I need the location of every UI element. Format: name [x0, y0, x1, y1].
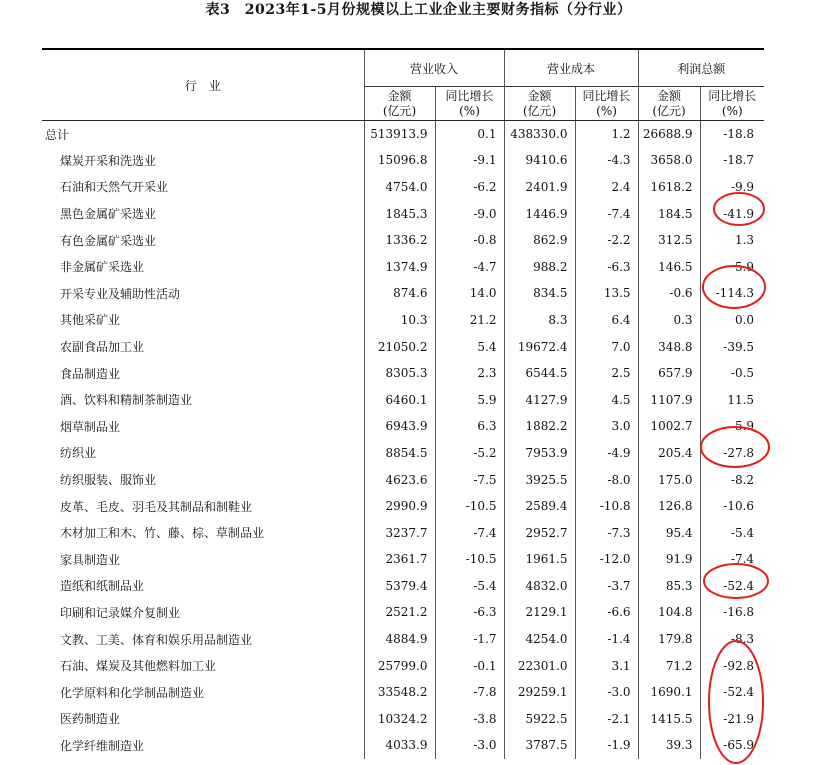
amount-cell: 26688.9	[638, 121, 700, 148]
industry-name: 其他采矿业	[60, 313, 121, 328]
amount-cell: 4254.0	[504, 626, 575, 653]
table-row	[42, 253, 764, 280]
industry-name: 石油、煤炭及其他燃料加工业	[60, 659, 217, 674]
growth-cell: -3.0	[435, 732, 504, 759]
amount-cell: 33548.2	[364, 679, 435, 706]
amount-cell: 10.3	[364, 307, 435, 334]
amount-cell: 513913.9	[364, 121, 435, 148]
amount-cell: 21050.2	[364, 333, 435, 360]
industry-header: 行 业	[42, 49, 364, 121]
growth-cell: -7.4	[575, 200, 638, 227]
group-header-revenue: 营业收入	[364, 49, 504, 87]
growth-cell: -4.3	[575, 147, 638, 174]
growth-cell: -5.2	[435, 440, 504, 467]
amount-cell: 85.3	[638, 573, 700, 600]
growth-cell: -6.2	[435, 174, 504, 201]
growth-cell: -10.5	[435, 493, 504, 520]
growth-cell: -10.5	[435, 546, 504, 573]
amount-cell: 2361.7	[364, 546, 435, 573]
growth-cell: 5.9	[700, 253, 764, 280]
amount-cell: 2952.7	[504, 519, 575, 546]
growth-cell: -1.7	[435, 626, 504, 653]
growth-cell: -114.3	[700, 280, 764, 307]
growth-cell: -8.0	[575, 466, 638, 493]
industry-name: 皮革、毛皮、羽毛及其制品和制鞋业	[60, 499, 253, 514]
amount-cell: 91.9	[638, 546, 700, 573]
amount-cell: 3658.0	[638, 147, 700, 174]
growth-cell: 5.9	[435, 386, 504, 413]
growth-cell: -10.8	[575, 493, 638, 520]
industry-name: 酒、饮料和精制茶制造业	[60, 393, 193, 408]
growth-cell: 2.3	[435, 360, 504, 387]
growth-cell: -3.7	[575, 573, 638, 600]
amount-cell: 2990.9	[364, 493, 435, 520]
table-row	[42, 732, 764, 759]
table-row	[42, 413, 764, 440]
industry-name: 开采专业及辅助性活动	[60, 286, 181, 301]
growth-cell: 1.3	[700, 227, 764, 254]
industry-name: 化学原料和化学制品制造业	[60, 685, 205, 700]
amount-cell: 0.3	[638, 307, 700, 334]
industry-name: 家具制造业	[60, 552, 121, 567]
growth-cell: -7.8	[435, 679, 504, 706]
industry-name: 纺织业	[60, 446, 97, 461]
industry-name: 非金属矿采选业	[60, 260, 145, 275]
growth-cell: -16.8	[700, 599, 764, 626]
table-row	[42, 519, 764, 546]
amount-cell: 8.3	[504, 307, 575, 334]
table-row	[42, 200, 764, 227]
amount-cell: 2129.1	[504, 599, 575, 626]
growth-cell: -0.1	[435, 652, 504, 679]
amount-cell: 4754.0	[364, 174, 435, 201]
growth-cell: 6.3	[435, 413, 504, 440]
industry-name: 化学纤维制造业	[60, 738, 145, 753]
growth-cell: 6.4	[575, 307, 638, 334]
growth-cell: -21.9	[700, 706, 764, 733]
amount-cell: 4623.6	[364, 466, 435, 493]
growth-cell: -7.4	[700, 546, 764, 573]
growth-cell: 11.5	[700, 386, 764, 413]
growth-cell: -0.5	[700, 360, 764, 387]
amount-cell: 6943.9	[364, 413, 435, 440]
amount-cell: 988.2	[504, 253, 575, 280]
amount-cell: -0.6	[638, 280, 700, 307]
amount-cell: 2521.2	[364, 599, 435, 626]
amount-cell: 4832.0	[504, 573, 575, 600]
group-header-cost: 营业成本	[504, 49, 638, 87]
amount-cell: 95.4	[638, 519, 700, 546]
amount-cell: 6460.1	[364, 386, 435, 413]
growth-cell: -18.7	[700, 147, 764, 174]
amount-cell: 39.3	[638, 732, 700, 759]
table-row	[42, 599, 764, 626]
table-row	[42, 573, 764, 600]
growth-cell: 7.0	[575, 333, 638, 360]
amount-cell: 2589.4	[504, 493, 575, 520]
growth-cell: -5.4	[435, 573, 504, 600]
table-row	[42, 333, 764, 360]
amount-cell: 25799.0	[364, 652, 435, 679]
growth-header: 同比增长 (%)	[435, 87, 504, 121]
table-row	[42, 227, 764, 254]
amount-cell: 7953.9	[504, 440, 575, 467]
amount-cell: 1002.7	[638, 413, 700, 440]
amount-cell: 6544.5	[504, 360, 575, 387]
growth-cell: 5.4	[435, 333, 504, 360]
growth-cell: -3.8	[435, 706, 504, 733]
industry-name: 煤炭开采和洗选业	[60, 153, 157, 168]
growth-cell: -18.8	[700, 121, 764, 148]
growth-cell: -92.8	[700, 652, 764, 679]
table-row	[42, 626, 764, 653]
growth-cell: -9.1	[435, 147, 504, 174]
growth-cell: -9.9	[700, 174, 764, 201]
growth-cell: -7.3	[575, 519, 638, 546]
table-row	[42, 174, 764, 201]
growth-cell: -12.0	[575, 546, 638, 573]
amount-header: 金额 (亿元)	[638, 87, 700, 121]
amount-cell: 4127.9	[504, 386, 575, 413]
growth-cell: -3.0	[575, 679, 638, 706]
amount-cell: 438330.0	[504, 121, 575, 148]
table-row	[42, 147, 764, 174]
amount-cell: 834.5	[504, 280, 575, 307]
industry-name: 烟草制品业	[60, 419, 121, 434]
amount-cell: 9410.6	[504, 147, 575, 174]
growth-cell: -0.8	[435, 227, 504, 254]
table-row	[42, 679, 764, 706]
table-row	[42, 440, 764, 467]
amount-header: 金额 (亿元)	[504, 87, 575, 121]
industry-name: 文教、工美、体育和娱乐用品制造业	[60, 632, 253, 647]
amount-cell: 3237.7	[364, 519, 435, 546]
table-row	[42, 121, 764, 148]
industry-name: 纺织服装、服饰业	[60, 473, 157, 488]
industry-name: 造纸和纸制品业	[60, 579, 145, 594]
growth-cell: -8.2	[700, 466, 764, 493]
amount-cell: 175.0	[638, 466, 700, 493]
amount-cell: 179.8	[638, 626, 700, 653]
amount-cell: 8305.3	[364, 360, 435, 387]
amount-cell: 1961.5	[504, 546, 575, 573]
growth-cell: -4.9	[575, 440, 638, 467]
growth-cell: -6.3	[575, 253, 638, 280]
growth-cell: -6.6	[575, 599, 638, 626]
industry-name: 有色金属矿采选业	[60, 233, 157, 248]
growth-cell: 1.2	[575, 121, 638, 148]
amount-cell: 3925.5	[504, 466, 575, 493]
amount-cell: 146.5	[638, 253, 700, 280]
amount-cell: 1690.1	[638, 679, 700, 706]
growth-cell: 3.1	[575, 652, 638, 679]
growth-cell: -52.4	[700, 573, 764, 600]
amount-cell: 104.8	[638, 599, 700, 626]
page-title: 表3 2023年1-5月份规模以上工业企业主要财务指标（分行业）	[205, 2, 632, 18]
amount-cell: 126.8	[638, 493, 700, 520]
table-row	[42, 280, 764, 307]
amount-cell: 1882.2	[504, 413, 575, 440]
growth-cell: -27.8	[700, 440, 764, 467]
growth-cell: -10.6	[700, 493, 764, 520]
amount-cell: 205.4	[638, 440, 700, 467]
amount-cell: 874.6	[364, 280, 435, 307]
industry-name: 黑色金属矿采选业	[60, 207, 157, 222]
amount-cell: 1446.9	[504, 200, 575, 227]
industry-name: 医药制造业	[60, 712, 121, 727]
amount-cell: 10324.2	[364, 706, 435, 733]
amount-cell: 71.2	[638, 652, 700, 679]
amount-cell: 1336.2	[364, 227, 435, 254]
amount-cell: 862.9	[504, 227, 575, 254]
growth-cell: 2.4	[575, 174, 638, 201]
amount-cell: 348.8	[638, 333, 700, 360]
growth-cell: -7.5	[435, 466, 504, 493]
amount-cell: 184.5	[638, 200, 700, 227]
growth-cell: 21.2	[435, 307, 504, 334]
amount-cell: 29259.1	[504, 679, 575, 706]
industry-name: 农副食品加工业	[60, 340, 145, 355]
growth-cell: 0.1	[435, 121, 504, 148]
table-row	[42, 307, 764, 334]
growth-cell: -2.2	[575, 227, 638, 254]
growth-cell: 14.0	[435, 280, 504, 307]
table-row	[42, 386, 764, 413]
growth-header: 同比增长 (%)	[575, 87, 638, 121]
industry-name: 食品制造业	[60, 366, 121, 381]
growth-cell: -6.3	[435, 599, 504, 626]
amount-cell: 1415.5	[638, 706, 700, 733]
amount-cell: 1618.2	[638, 174, 700, 201]
amount-header: 金额 (亿元)	[364, 87, 435, 121]
growth-cell: -1.9	[575, 732, 638, 759]
amount-cell: 4033.9	[364, 732, 435, 759]
growth-cell: -1.4	[575, 626, 638, 653]
amount-cell: 22301.0	[504, 652, 575, 679]
growth-cell: -39.5	[700, 333, 764, 360]
growth-cell: -8.3	[700, 626, 764, 653]
amount-cell: 4884.9	[364, 626, 435, 653]
table-row	[42, 652, 764, 679]
amount-cell: 657.9	[638, 360, 700, 387]
growth-cell: -9.0	[435, 200, 504, 227]
growth-cell: 0.0	[700, 307, 764, 334]
growth-cell: 2.5	[575, 360, 638, 387]
amount-cell: 1107.9	[638, 386, 700, 413]
table-row	[42, 360, 764, 387]
growth-cell: 4.5	[575, 386, 638, 413]
growth-cell: -4.7	[435, 253, 504, 280]
growth-header: 同比增长 (%)	[700, 87, 764, 121]
growth-cell: -7.4	[435, 519, 504, 546]
amount-cell: 5922.5	[504, 706, 575, 733]
growth-cell: 5.9	[700, 413, 764, 440]
industry-name: 总计	[45, 127, 70, 142]
group-header-profit: 利润总额	[638, 49, 764, 87]
table-row	[42, 493, 764, 520]
growth-cell: -5.4	[700, 519, 764, 546]
growth-cell: -52.4	[700, 679, 764, 706]
growth-cell: 3.0	[575, 413, 638, 440]
amount-cell: 1374.9	[364, 253, 435, 280]
financial-table	[42, 48, 764, 759]
industry-name: 印刷和记录媒介复制业	[60, 605, 181, 620]
amount-cell: 1845.3	[364, 200, 435, 227]
amount-cell: 5379.4	[364, 573, 435, 600]
growth-cell: 13.5	[575, 280, 638, 307]
table-row	[42, 546, 764, 573]
amount-cell: 15096.8	[364, 147, 435, 174]
amount-cell: 312.5	[638, 227, 700, 254]
industry-name: 石油和天然气开采业	[60, 180, 169, 195]
table-row	[42, 706, 764, 733]
amount-cell: 2401.9	[504, 174, 575, 201]
amount-cell: 19672.4	[504, 333, 575, 360]
industry-name: 木材加工和木、竹、藤、棕、草制品业	[60, 526, 265, 541]
table-row	[42, 466, 764, 493]
amount-cell: 8854.5	[364, 440, 435, 467]
amount-cell: 3787.5	[504, 732, 575, 759]
growth-cell: -65.9	[700, 732, 764, 759]
growth-cell: -41.9	[700, 200, 764, 227]
growth-cell: -2.1	[575, 706, 638, 733]
